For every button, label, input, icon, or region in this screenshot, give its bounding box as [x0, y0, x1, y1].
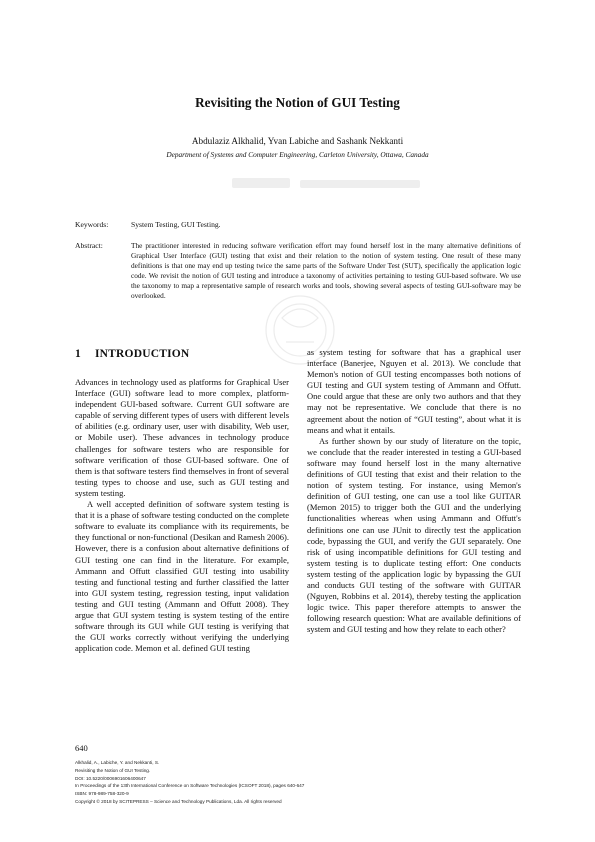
section-number: 1: [75, 348, 81, 360]
footer-line: Revisiting the Notion of GUI Testing.: [75, 767, 151, 773]
section-heading: [75, 348, 189, 360]
right-column: [307, 347, 521, 635]
paragraph: As further shown by our study of literature on the topic, we conclude that the reader interested in testing a GUI-based software may found herself lost in the many alternative definitions of GUI testing that exist and their relation to the notion of system testing. For instance, using Memon's definition of GUI testing, one can use a tool like GUITAR (Memon 2015) to trigger both the GUI and the underlying functionalities whereas when using Ammann and Offutt's definitions one can use JUnit to directly test the application code, bypassing the GUI, and verify the GUI separately. One risk of using incompatible definitions for GUI testing and system testing is to duplicate testing effort: One conducts system testing of the application logic by bypassing the GUI and conducts GUI testing of the software with GUITAR (Nguyen, Robbins et al. 2014), thereby testing the application logic twice. This paper therefore attempts to answer the following research question: What are available definitions of system and GUI testing and how they relate to each other?: [307, 435, 521, 635]
paragraph: A well accepted definition of software system testing is that it is a phase of software testing conducted on the complete software to evaluate its compliance with its requirements, be they functional or non-functional (Desikan and Ramesh 2006). However, there is a confusion about alternative definitions of GUI testing one can find in the literature. For example, Ammann and Offutt classified GUI testing into usability testing and functional testing and further classified the latter into GUI system testing, regression testing, input validation testing and GUI testing (Ammann and Offutt 2008). They argue that GUI system testing is system testing of the entire software through its GUI while GUI testing is verifying that the GUI works correctly without verifying the underlying application code. Memon et al. defined GUI testing: [75, 499, 289, 654]
footer-line: DOI: 10.5220/0006901606400647: [75, 775, 146, 781]
keywords-label: Keywords:: [75, 220, 109, 229]
footer-line: Copyright © 2018 by SCITEPRESS – Science and Technology Publications, Lda. All rights reserved: [75, 798, 282, 804]
affiliation: Department of Systems and Computer Engineering, Carleton University, Ottawa, Canada: [166, 150, 429, 159]
section-title: INTRODUCTION: [95, 348, 190, 360]
abstract-label: Abstract:: [75, 241, 103, 250]
footer-line: Alkhalid, A., Labiche, Y. and Nekkanti, S.: [75, 760, 160, 765]
page-number: 640: [75, 743, 88, 753]
abstract-text: The practitioner interested in reducing software verification effort may found herself lost in the many alternative definitions of Graphical User Interface (GUI) testing that exist and their relation to the notion of system testing. One result of these many definitions is that one may end up testing twice the same parts of the Software Under Test (SUT), specifically the application logic code. We revisit the notion of GUI testing and introduce a taxonomy of activities pertaining to testing GUI-based software. We use the taxonomy to map a representative sample of research works and tools, showing several aspects of testing GUI-software may be overlooked.: [131, 240, 521, 300]
footer-line: ISBN: 978-989-758-320-9: [75, 791, 129, 797]
paper-title: Revisiting the Notion of GUI Testing: [195, 95, 400, 110]
paragraph: as system testing for software that has a graphical user interface (Banerjee, Nguyen et al. 2013). We conclude that Memon's notion of GUI testing encompasses both notions of GUI testing and GUI system testing of Ammann and Offutt. One could argue that these are only two authors and that they may not be representative. We conclude that there is no agreement about the notion of “GUI testing”, about what it is means and what it entails.: [307, 347, 521, 435]
citation-footer: [75, 759, 375, 806]
left-column: [75, 377, 289, 654]
keywords: System Testing, GUI Testing.: [131, 220, 221, 229]
paragraph: Advances in technology used as platforms for Graphical User Interface (GUI) software lead to more complex, platform-independent GUI-based software. Current GUI software are capable of serving different types of users with different levels of abilities (e.g. ordinary user, user with disability, Web user, or Mobile user). These advances in technology produce challenges for software testers who are responsible for software verification of those GUI-based software. One of them is that software testers find themselves in front of several testing types to choose and use, such as GUI testing and system testing.: [75, 377, 289, 498]
author-list: Abdulaziz Alkhalid, Yvan Labiche and Sashank Nekkanti: [191, 136, 404, 146]
footer-line: In Proceedings of the 13th International Conference on Software Technologies (ICSOFT 2018), pages 640-647: [75, 783, 305, 789]
